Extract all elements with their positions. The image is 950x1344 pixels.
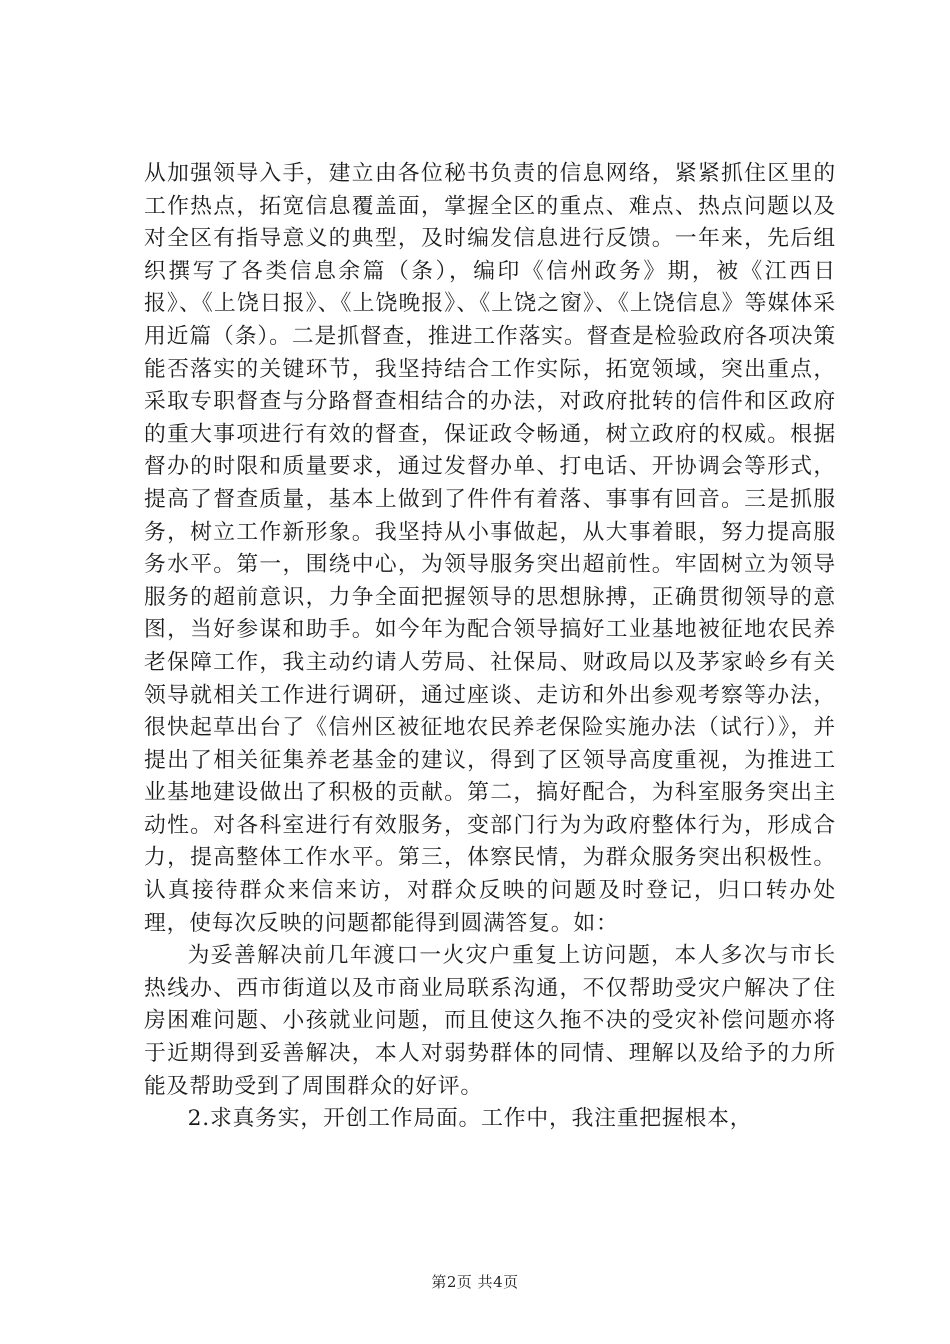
- paragraph-2: 为妥善解决前几年渡口一火灾户重复上访问题，本人多次与市长热线办、西市街道以及市商业局联系沟通，不仅帮助受灾户解决了住房困难问题、小孩就业问题，而且使这久拖不决的受灾补偿问题亦将于近期得到妥善解决，本人对弱势群体的同情、理解以及给予的力所能及帮助受到了周围群众的好评。: [144, 943, 836, 1099]
- paragraph-1: 从加强领导入手，建立由各位秘书负责的信息网络，紧紧抓住区里的工作热点，拓宽信息覆盖面，掌握全区的重点、难点、热点问题以及对全区有指导意义的典型，及时编发信息进行反馈。一年来，先后组织撰写了各类信息余篇（条），编印《信州政务》期，被《江西日报》、《上饶日报》、《上饶晚报》、《上饶之窗》、《上饶信息》等媒体采用近篇（条）。二是抓督查，推进工作落实。督查是检验政府各项决策能否落实的关键环节，我坚持结合工作实际，拓宽领域，突出重点，采取专职督查与分路督查相结合的办法，对政府批转的信件和区政府的重大事项进行有效的督查，保证政令畅通，树立政府的权威。根据督办的时限和质量要求，通过发督办单、打电话、开协调会等形式，提高了督查质量，基本上做到了件件有着落、事事有回音。三是抓服务，树立工作新形象。我坚持从小事做起，从大事着眼，努力提高服务水平。第一，围绕中心，为领导服务突出超前性。牢固树立为领导服务的超前意识，力争全面把握领导的思想脉搏，正确贯彻领导的意图，当好参谋和助手。如今年为配合领导搞好工业基地被征地农民养老保障工作，我主动约请人劳局、社保局、财政局以及茅家岭乡有关领导就相关工作进行调研，通过座谈、走访和外出参观考察等办法，很快起草出台了《信州区被征地农民养老保险实施办法（试行）》，并提出了相关征集养老基金的建议，得到了区领导高度重视，为推进工业基地建设做出了积极的贡献。第二，搞好配合，为科室服务突出主动性。对各科室进行有效服务，变部门行为为政府整体行为，形成合力，提高整体工作水平。第三，体察民情，为群众服务突出积极性。认真接待群众来信来访，对群众反映的问题及时登记，归口转办处理，使每次反映的问题都能得到圆满答复。如：: [144, 161, 836, 936]
- document-body: [144, 158, 836, 1136]
- page-number-footer: 第2页 共4页: [431, 1273, 519, 1291]
- paragraph-3: 2.求真务实，开创工作局面。工作中，我注重把握根本，: [187, 1106, 753, 1132]
